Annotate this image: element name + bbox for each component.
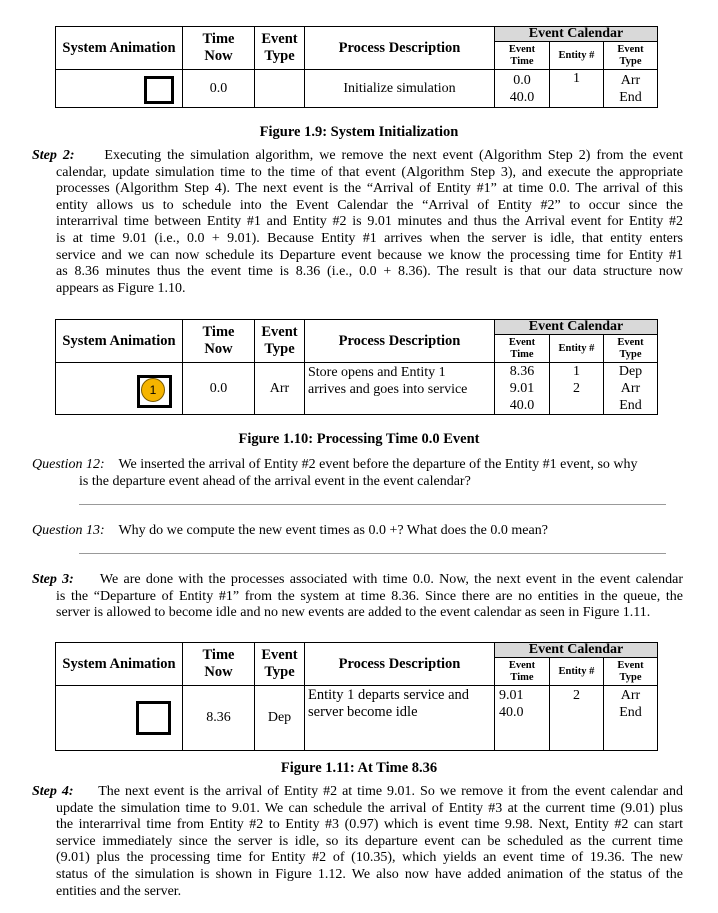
header-event-calendar: Event Calendar [495, 643, 658, 658]
header-time-now: Time Now [183, 27, 255, 70]
header-cal-event-type: Event Type [604, 335, 658, 363]
step-4-paragraph: Step 4: The next event is the arrival of Entity #2 at time 9.01. So we remove it from the event calendar and [32, 784, 684, 799]
header-event-type: Event Type [255, 320, 305, 363]
header-cal-entity: Entity # [550, 658, 604, 686]
step-3-body: is the “Departure of Entity #1” from the system at time 8.36. Since there are no entities in the queue, the server is allowed to become idle and no new events are added to the event calendar as seen in Figure 1.11. [56, 588, 683, 621]
calendar-types: Dep Arr End [604, 363, 658, 415]
figure-1-11-table [55, 642, 658, 751]
step-3-paragraph: Step 3: We are done with the processes associated with time 0.0. Now, the next event in the event calendar [32, 572, 684, 587]
answer-line-q12[interactable] [79, 504, 666, 505]
header-cal-event-time: Event Time [495, 658, 550, 686]
header-system-animation: System Animation [56, 320, 183, 363]
header-event-type: Event Type [255, 643, 305, 686]
time-now-value: 0.0 [183, 363, 255, 415]
event-type-value [255, 70, 305, 108]
calendar-entities: 1 [550, 70, 604, 108]
step-3-label: Step 3: [32, 572, 74, 587]
header-event-calendar: Event Calendar [495, 27, 658, 42]
calendar-times: 8.36 9.01 40.0 [495, 363, 550, 415]
header-system-animation: System Animation [56, 27, 183, 70]
answer-line-q13[interactable] [79, 553, 666, 554]
header-process-description: Process Description [305, 320, 495, 363]
calendar-entities: 2 [550, 686, 604, 751]
animation-cell [56, 363, 183, 415]
header-cal-event-time: Event Time [495, 42, 550, 70]
event-type-value: Arr [255, 363, 305, 415]
event-type-value: Dep [255, 686, 305, 751]
animation-cell [56, 686, 183, 751]
step-4-label: Step 4: [32, 784, 74, 799]
calendar-entities: 1 2 [550, 363, 604, 415]
header-event-type: Event Type [255, 27, 305, 70]
figure-1-9-caption: Figure 1.9: System Initialization [259, 124, 459, 140]
calendar-types: Arr End [604, 70, 658, 108]
animation-cell [56, 70, 183, 108]
question-13-label: Question 13: [32, 523, 105, 538]
question-12-line2: is the departure event ahead of the arrival event in the event calendar? [79, 474, 471, 489]
calendar-times: 0.0 40.0 [495, 70, 550, 108]
step-2-body: calendar, update simulation time to the time of that event (Algorithm Step 3), and execute the appropriate processes (Algorithm Step 4). The next event is the “Arrival of Entity #1” at time 0.0. The arrival of this entity allows us to schedule into the Event Calendar the “Arrival of Entity #2” to occur since the interarrival time between Entity #1 and Entity #2 is 9.01 minutes and thus the Arrival event for Entity #2 is at time 9.01 (i.e., 0.0 + 9.01). Because Entity #1 arrives when the server is idle, that entity enters service and we can now schedule its Departure event because we know the processing time for Entity #1 as 8.36 minutes thus the event time is 8.36 (i.e., 0.0 + 8.36). The result is that our data structure now appears as Figure 1.10. [56, 164, 683, 296]
header-cal-event-type: Event Type [604, 42, 658, 70]
header-process-description: Process Description [305, 643, 495, 686]
entity-1-circle: 1 [141, 378, 165, 402]
step-4-body: update the simulation time to 9.01. We can schedule the arrival of Entity #3 at the current time (9.01) plus the interarrival time from Entity #2 to Entity #3 (0.97) which is event time 9.98. Next, Entity #2 can start service immediately since the server is idle, so its departure event can be scheduled as the current time (9.01) plus the processing time for Entity #2 of (10.35), which yields an event time of 19.36. The new status of the simulation is shown in Figure 1.12. We also now have added animation of the status of the entities and the server. [56, 800, 683, 899]
figure-1-10-caption: Figure 1.10: Processing Time 0.0 Event [238, 431, 480, 447]
header-cal-entity: Entity # [550, 42, 604, 70]
figure-1-10-table [55, 319, 658, 415]
calendar-times: 9.01 40.0 [495, 686, 550, 751]
header-time-now: Time Now [183, 643, 255, 686]
header-cal-entity: Entity # [550, 335, 604, 363]
figure-1-11-caption: Figure 1.11: At Time 8.36 [280, 760, 438, 776]
server-box [136, 701, 171, 735]
header-system-animation: System Animation [56, 643, 183, 686]
header-process-description: Process Description [305, 27, 495, 70]
header-time-now: Time Now [183, 320, 255, 363]
process-description-value: Store opens and Entity 1 arrives and goes into service [305, 363, 495, 415]
server-box [144, 76, 174, 104]
time-now-value: 8.36 [183, 686, 255, 751]
question-13: Question 13: Why do we compute the new event times as 0.0 +? What does the 0.0 mean? [32, 523, 548, 538]
step-2-paragraph: Step 2: Executing the simulation algorithm, we remove the next event (Algorithm Step 2) from the event [32, 148, 683, 163]
figure-1-9-table [55, 26, 658, 108]
calendar-types: Arr End [604, 686, 658, 751]
process-description-value: Entity 1 departs service and server become idle [305, 686, 495, 751]
question-12-label: Question 12: [32, 457, 105, 472]
header-event-calendar: Event Calendar [495, 320, 658, 335]
header-cal-event-type: Event Type [604, 658, 658, 686]
process-description-value: Initialize simulation [305, 70, 495, 108]
time-now-value: 0.0 [183, 70, 255, 108]
header-cal-event-time: Event Time [495, 335, 550, 363]
step-2-label: Step 2: [32, 148, 75, 163]
question-12: Question 12: We inserted the arrival of Entity #2 event before the departure of the Entity #1 event, so why [32, 457, 638, 472]
